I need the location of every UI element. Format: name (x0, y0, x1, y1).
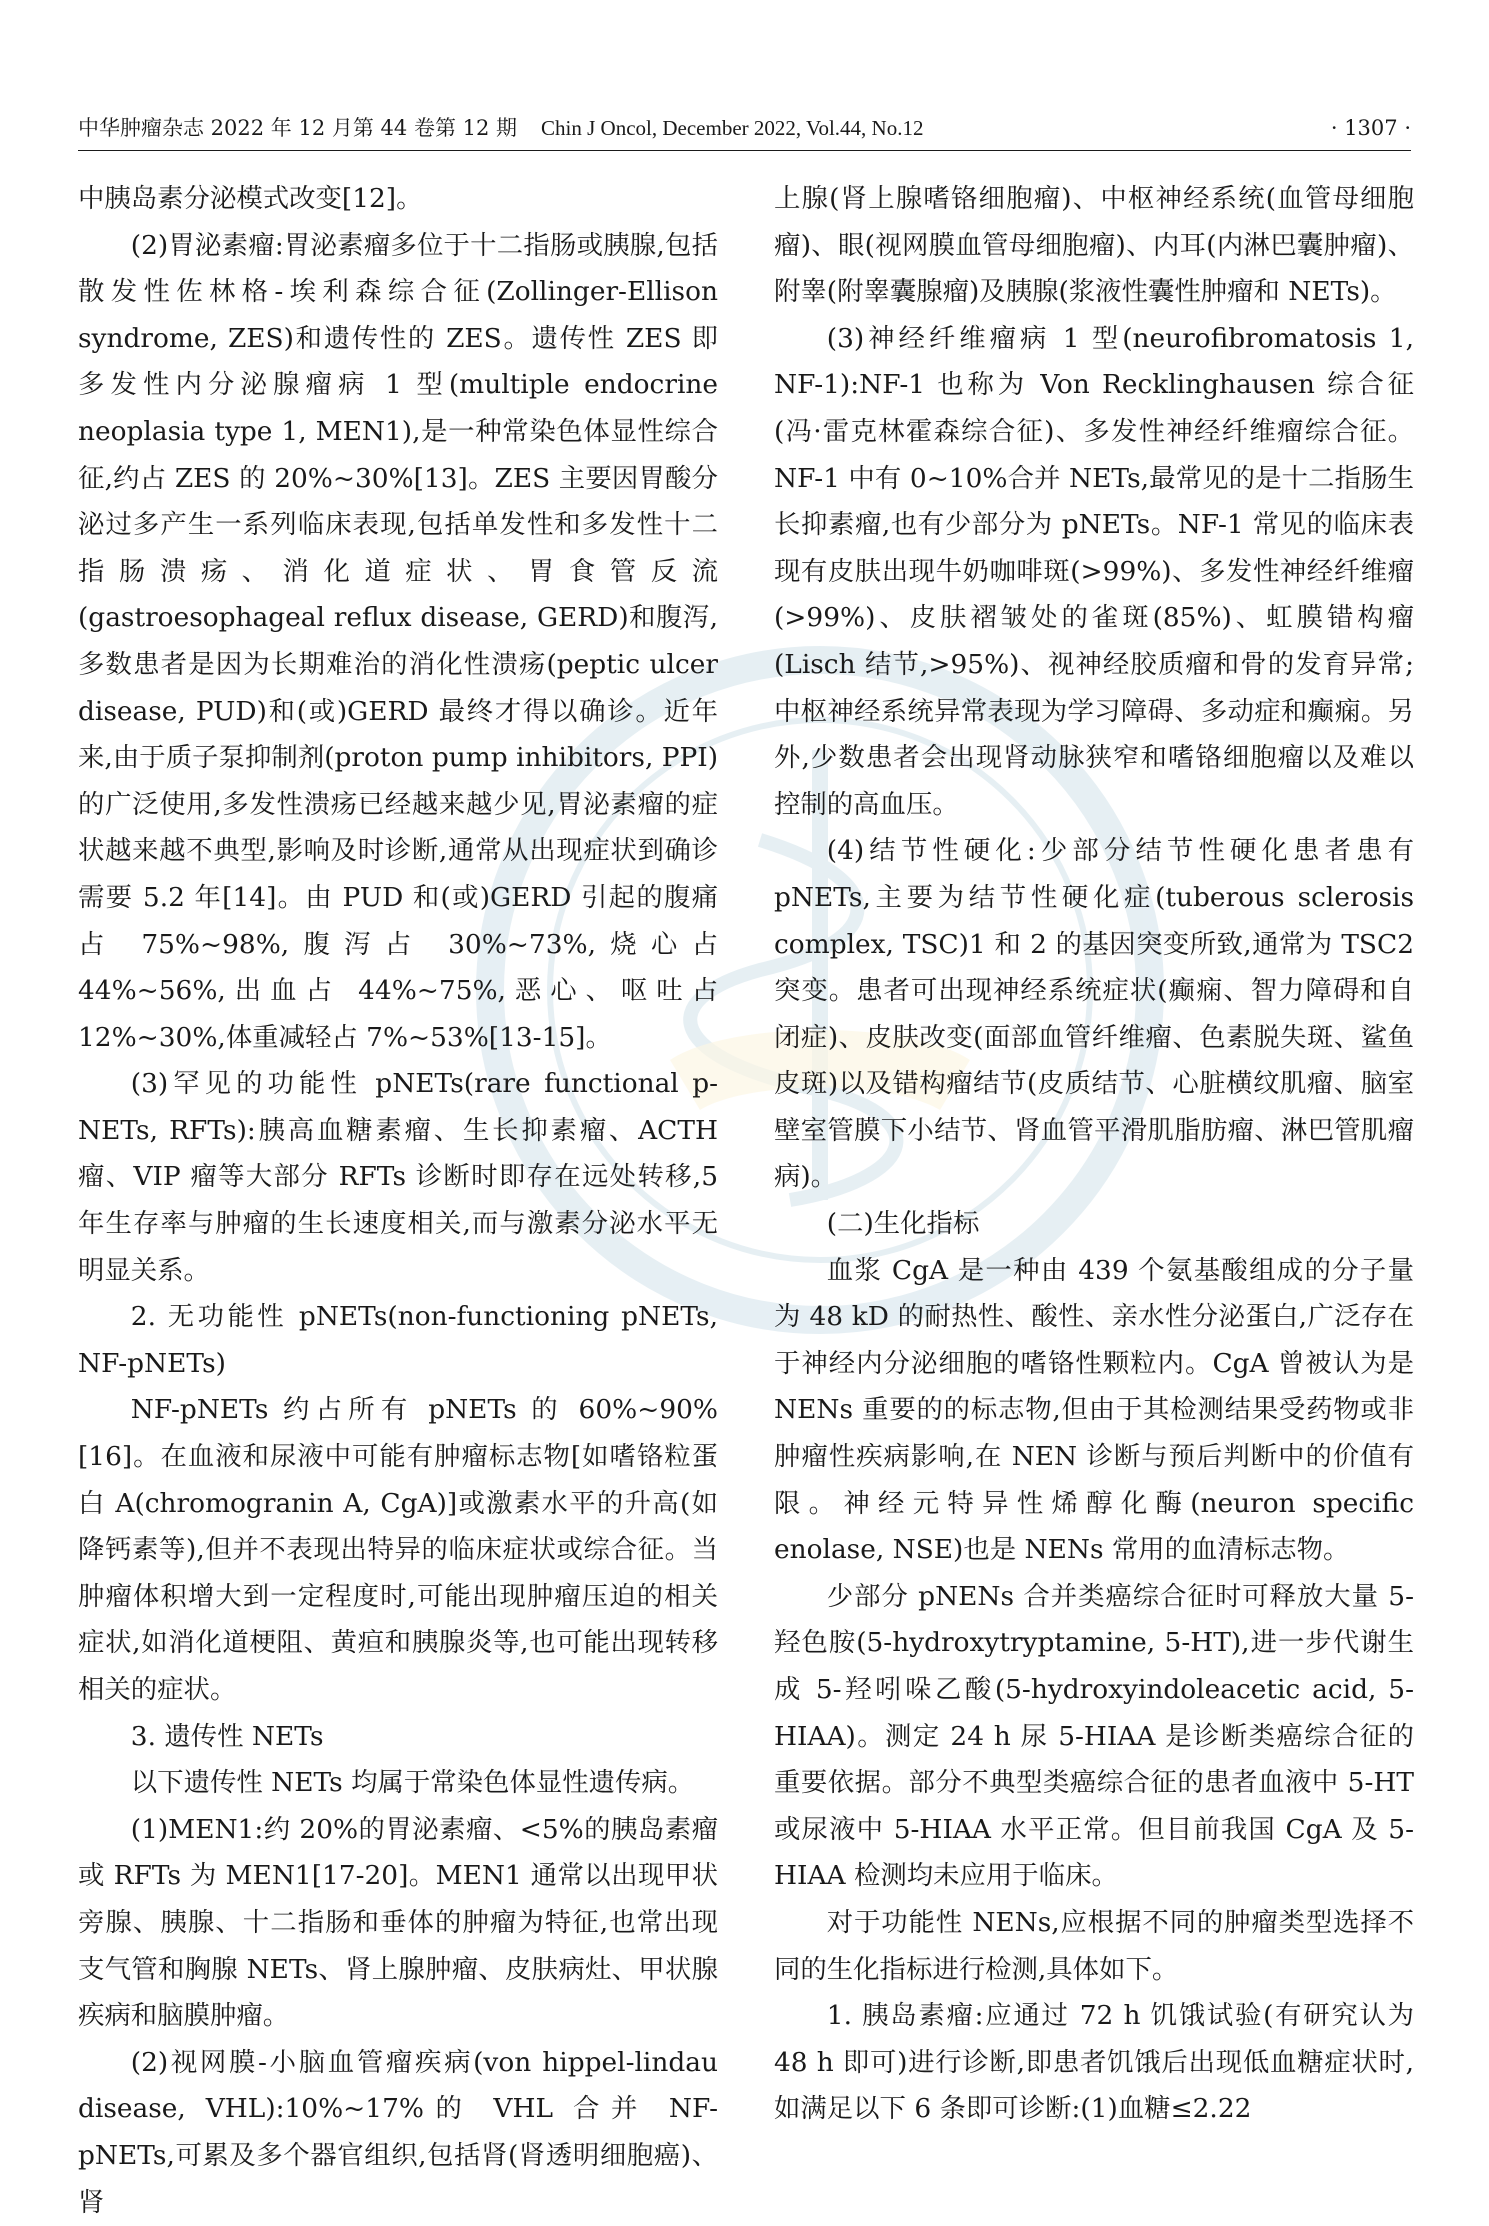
header-journal-info (78, 108, 923, 148)
paragraph-nonfunctioning: NF-pNETs 约占所有 pNETs 的 60%~90%[16]。在血液和尿液中可能有肿瘤标志物[如嗜铬粒蛋白 A(chromogranin A, CgA)]或激素水平的升高(如降钙素等),但并不表现出特异的临床症状或综合征。当肿瘤体积增大到一定程度时,可能出现肿瘤压迫的相关症状,如消化道梗阻、黄疸和胰腺炎等,也可能出现转移相关的症状。 (78, 1394, 718, 1705)
paragraph-cga: 血浆 CgA 是一种由 439 个氨基酸组成的分子量为 48 kD 的耐热性、酸性、亲水性分泌蛋白,广泛存在于神经内分泌细胞的嗜铬性颗粒内。CgA 曾被认为是 NENs 重要的的标志物,但由于其检测结果受药物或非肿瘤性疾病影响,在 NEN 诊断与预后判断中的价值有限。神经元特异性烯醇化酶(neuron specific enolase, NSE)也是 NENs 常用的血清标志物。 (774, 1254, 1414, 1566)
page-number: · 1307 · (1330, 116, 1411, 140)
header-journal-en: Chin J Oncol, December 2022, Vol.44, No.12 (541, 116, 924, 140)
paragraph-nf1: (3)神经纤维瘤病 1 型(neurofibromatosis 1, NF-1):NF-1 也称为 Von Recklinghausen 综合征(冯·雷克林霍森综合征)、多发性神经纤维瘤综合征。NF-1 中有 0~10%合并 NETs,最常见的是十二指肠生长抑素瘤,也有少部分为 pNETs。NF-1 常见的临床表现有皮肤出现牛奶咖啡斑(>99%)、多发性神经纤维瘤(>99%)、皮肤褶皱处的雀斑(85%)、虹膜错构瘤(Lisch 结节,>95%)、视神经胶质瘤和骨的发育异常;中枢神经系统异常表现为学习障碍、多动症和癫痫。另外,少数患者会出现肾动脉狭窄和嗜铬细胞瘤以及难以控制的高血压。 (774, 322, 1414, 820)
paragraph-tsc: (4)结节性硬化:少部分结节性硬化患者患有 pNETs,主要为结节性硬化症(tuberous sclerosis complex, TSC)1 和 2 的基因突变所致,通常为 TSC2 突变。患者可出现神经系统症状(癫痫、智力障碍和自闭症)、皮肤改变(面部血管纤维瘤、色素脱失斑、鲨鱼皮斑)以及错构瘤结节(皮质结节、心脏横纹肌瘤、脑室壁室管膜下小结节、肾血管平滑肌脂肪瘤、淋巴管肌瘤病)。 (774, 835, 1414, 1193)
paragraph-right-1: 上腺(肾上腺嗜铬细胞瘤)、中枢神经系统(血管母细胞瘤)、眼(视网膜血管母细胞瘤)、内耳(内淋巴囊肿瘤)、附睾(附睾囊腺瘤)及胰腺(浆液性囊性肿瘤和 NETs)。 (774, 183, 1414, 308)
paragraph-insulinoma: 1. 胰岛素瘤:应通过 72 h 饥饿试验(有研究认为 48 h 即可)进行诊断,即患者饥饿后出现低血糖症状时,如满足以下 6 条即可诊断:(1)血糖≤2.22 (774, 2000, 1414, 2125)
paragraph-functional-nens: 对于功能性 NENs,应根据不同的肿瘤类型选择不同的生化指标进行检测,具体如下。 (774, 1906, 1414, 1985)
paragraph-rare-functional: (3)罕见的功能性 pNETs(rare functional p-NETs, RFTs):胰高血糖素瘤、生长抑素瘤、ACTH 瘤、VIP 瘤等大部分 RFTs 诊断时即存在远处转移,5 年生存率与肿瘤的生长速度相关,而与激素分泌水平无明显关系。 (78, 1068, 718, 1286)
right-column (774, 176, 1414, 2166)
running-header (78, 108, 1411, 148)
header-rule (78, 150, 1411, 151)
paragraph-men1: (1)MEN1:约 20%的胃泌素瘤、<5%的胰岛素瘤或 RFTs 为 MEN1[17-20]。MEN1 通常以出现甲状旁腺、胰腺、十二指肠和垂体的肿瘤为特征,也常出现支气管和胸腺 NETs、肾上腺肿瘤、皮肤病灶、甲状腺疾病和脑膜肿瘤。 (78, 1813, 718, 2032)
heading-biochemical: (二)生化指标 (826, 1208, 980, 1240)
paragraph-5hiaa: 少部分 pNENs 合并类癌综合征时可释放大量 5-羟色胺(5-hydroxytryptamine, 5-HT),进一步代谢生成 5-羟吲哚乙酸(5-hydroxyindoleacetic acid, 5-HIAA)。测定 24 h 尿 5-HIAA 是诊断类癌综合征的重要依据。部分不典型类癌综合征的患者血液中 5-HT 或尿液中 5-HIAA 水平正常。但目前我国 CgA 及 5-HIAA 检测均未应用于临床。 (774, 1580, 1414, 1892)
left-column (78, 176, 718, 2218)
paragraph-left-1: 中胰岛素分泌模式改变[12]。 (78, 183, 423, 214)
heading-hereditary: 3. 遗传性 NETs (130, 1720, 324, 1752)
header-journal-cn: 中华肿瘤杂志 2022 年 12 月第 44 卷第 12 期 (78, 116, 518, 140)
paragraph-vhl: (2)视网膜-小脑血管瘤疾病(von hippel-lindau disease, VHL):10%~17%的 VHL 合并 NF-pNETs,可累及多个器官组织,包括肾(肾透明细胞癌)、肾 (78, 2046, 718, 2218)
paragraph-hereditary-intro: 以下遗传性 NETs 均属于常染色体显性遗传病。 (130, 1767, 695, 1799)
paragraph-gastrinoma: (2)胃泌素瘤:胃泌素瘤多位于十二指肠或胰腺,包括散发性佐林格-埃利森综合征(Zollinger-Ellison syndrome, ZES)和遗传性的 ZES。遗传性 ZES 即多发性内分泌腺瘤病 1 型(multiple endocrine neoplasia type 1, MEN1),是一种常染色体显性综合征,约占 ZES 的 20%~30%[13]。ZES 主要因胃酸分泌过多产生一系列临床表现,包括单发性和多发性十二指肠溃疡、消化道症状、胃食管反流(gastroesophageal reflux disease, GERD)和腹泻,多数患者是因为长期难治的消化性溃疡(peptic ulcer disease, PUD)和(或)GERD 最终才得以确诊。近年来,由于质子泵抑制剂(proton pump inhibitors, PPI)的广泛使用,多发性溃疡已经越来越少见,胃泌素瘤的症状越来越不典型,影响及时诊断,通常从出现症状到确诊需要 5.2 年[14]。由 PUD 和(或)GERD 引起的腹痛占 75%~98%,腹泻占 30%~73%,烧心占 44%~56%,出血占 44%~75%,恶心、呕吐占 12%~30%,体重减轻占 7%~53%[13-15]。 (78, 229, 718, 1053)
heading-nonfunctioning: 2. 无功能性 pNETs(non-functioning pNETs, NF-pNETs) (78, 1301, 718, 1379)
